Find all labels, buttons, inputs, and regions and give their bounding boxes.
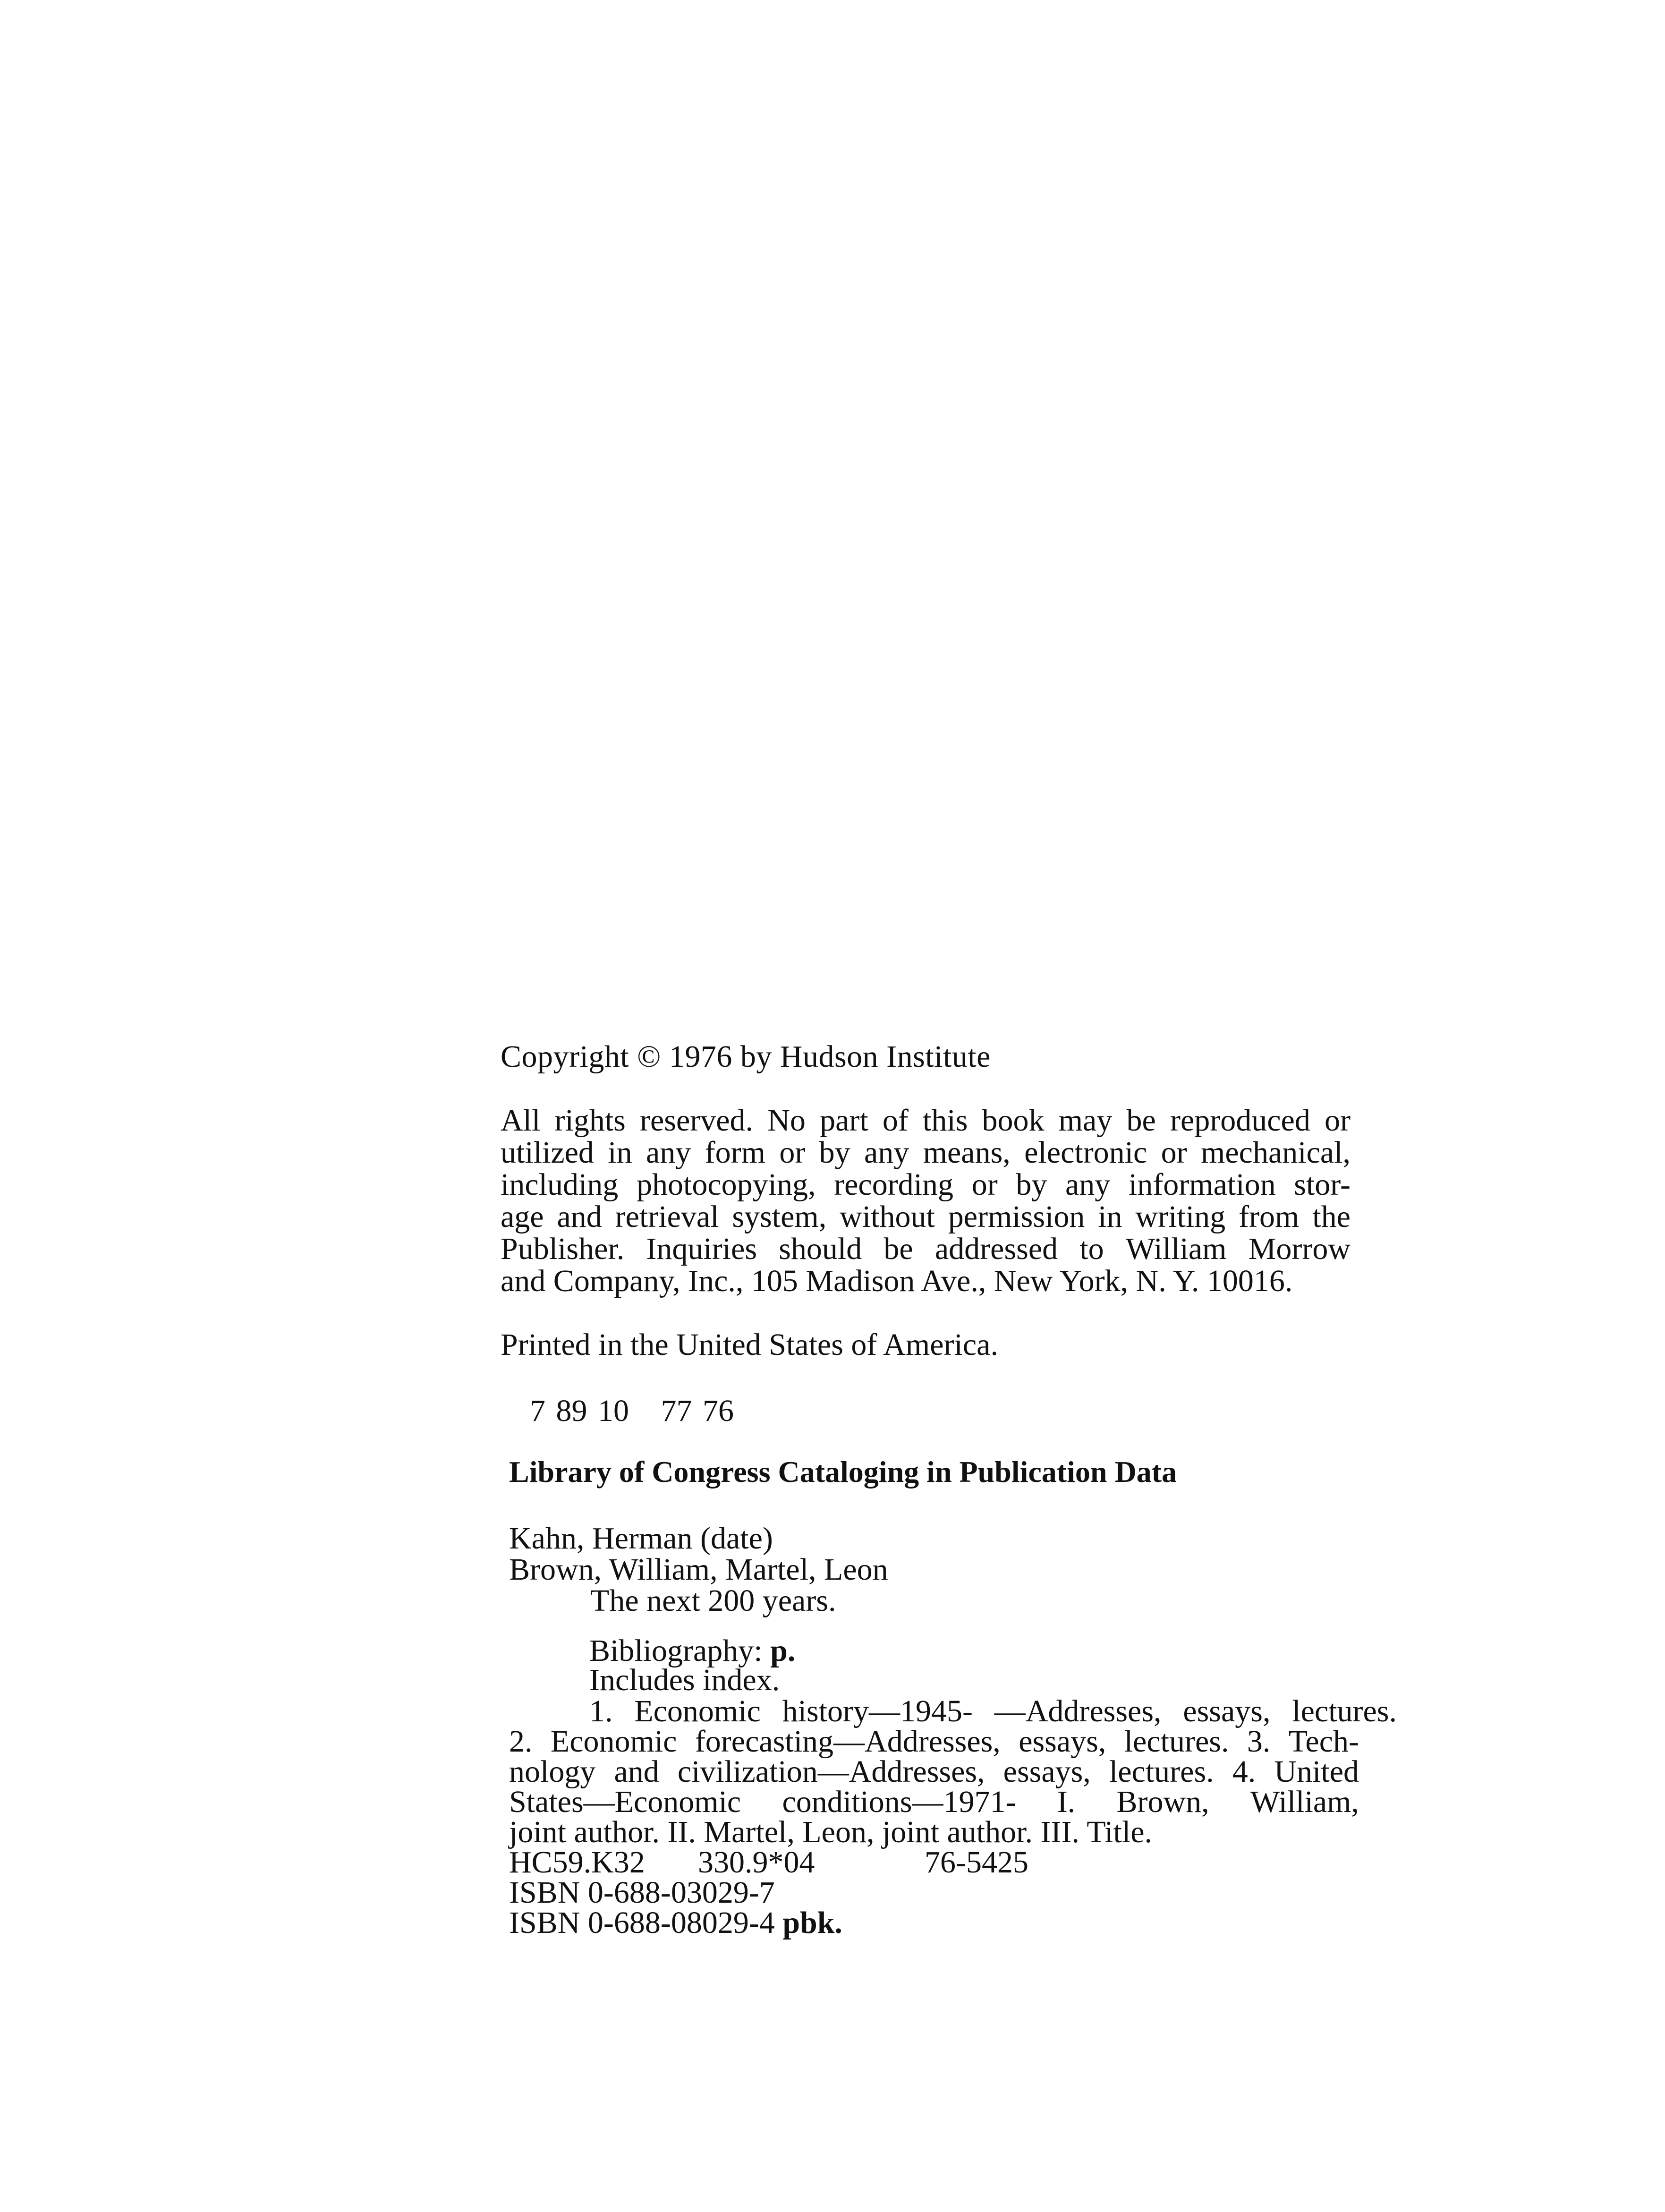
- cip-subject-line: 1. Economic history—1945- —Addresses, essays, lectures.: [589, 1694, 1397, 1728]
- cip-isbn-paper-suffix: pbk.: [782, 1906, 842, 1940]
- rights-paragraph: [501, 1103, 1351, 1301]
- cip-index-note: Includes index.: [589, 1663, 780, 1697]
- printing-numbers: 7 89 10 77 76: [530, 1394, 734, 1428]
- cip-bibliography-page: p.: [770, 1633, 796, 1668]
- cip-dewey-number: 330.9*04: [698, 1845, 815, 1880]
- rights-line: age and retrieval system, without permission in writing from the: [501, 1200, 1351, 1234]
- cip-lccn: 76-5425: [925, 1845, 1028, 1880]
- copyright-notice: Copyright © 1976 by Hudson Institute: [501, 1039, 991, 1074]
- printed-in-notice: Printed in the United States of America.: [501, 1327, 998, 1362]
- cip-bibliography-label: Bibliography:: [589, 1633, 763, 1668]
- rights-line: Publisher. Inquiries should be addressed to William Morrow: [501, 1232, 1351, 1266]
- cip-class-number: HC59.K32: [509, 1845, 645, 1880]
- cip-subject-line: nology and civilization—Addresses, essays, lectures. 4. United: [509, 1754, 1359, 1789]
- rights-line: All rights reserved. No part of this book may be reproduced or: [501, 1103, 1351, 1138]
- cip-isbn-cloth: ISBN 0-688-03029-7: [509, 1875, 775, 1910]
- cip-isbn-paper: [509, 1905, 1359, 1941]
- rights-line: utilized in any form or by any means, electronic or mechanical,: [501, 1135, 1351, 1170]
- cip-title: The next 200 years.: [590, 1583, 836, 1618]
- cip-subject-line: joint author. II. Martel, Leon, joint author. III. Title.: [509, 1815, 1152, 1849]
- rights-line: and Company, Inc., 105 Madison Ave., New York, N. Y. 10016.: [501, 1264, 1293, 1298]
- cip-coauthors: Brown, William, Martel, Leon: [509, 1552, 888, 1587]
- cip-author: Kahn, Herman (date): [509, 1521, 773, 1556]
- rights-line: including photocopying, recording or by any information stor-: [501, 1167, 1351, 1202]
- cip-heading: Library of Congress Cataloging in Publication Data: [509, 1455, 1177, 1489]
- cip-subject-line: 2. Economic forecasting—Addresses, essays, lectures. 3. Tech-: [509, 1724, 1359, 1759]
- cip-subject-line: States—Economic conditions—1971- I. Brown, William,: [509, 1785, 1359, 1819]
- cip-record: [509, 1521, 1397, 1993]
- cip-isbn-paper-number: ISBN 0-688-08029-4: [509, 1906, 775, 1940]
